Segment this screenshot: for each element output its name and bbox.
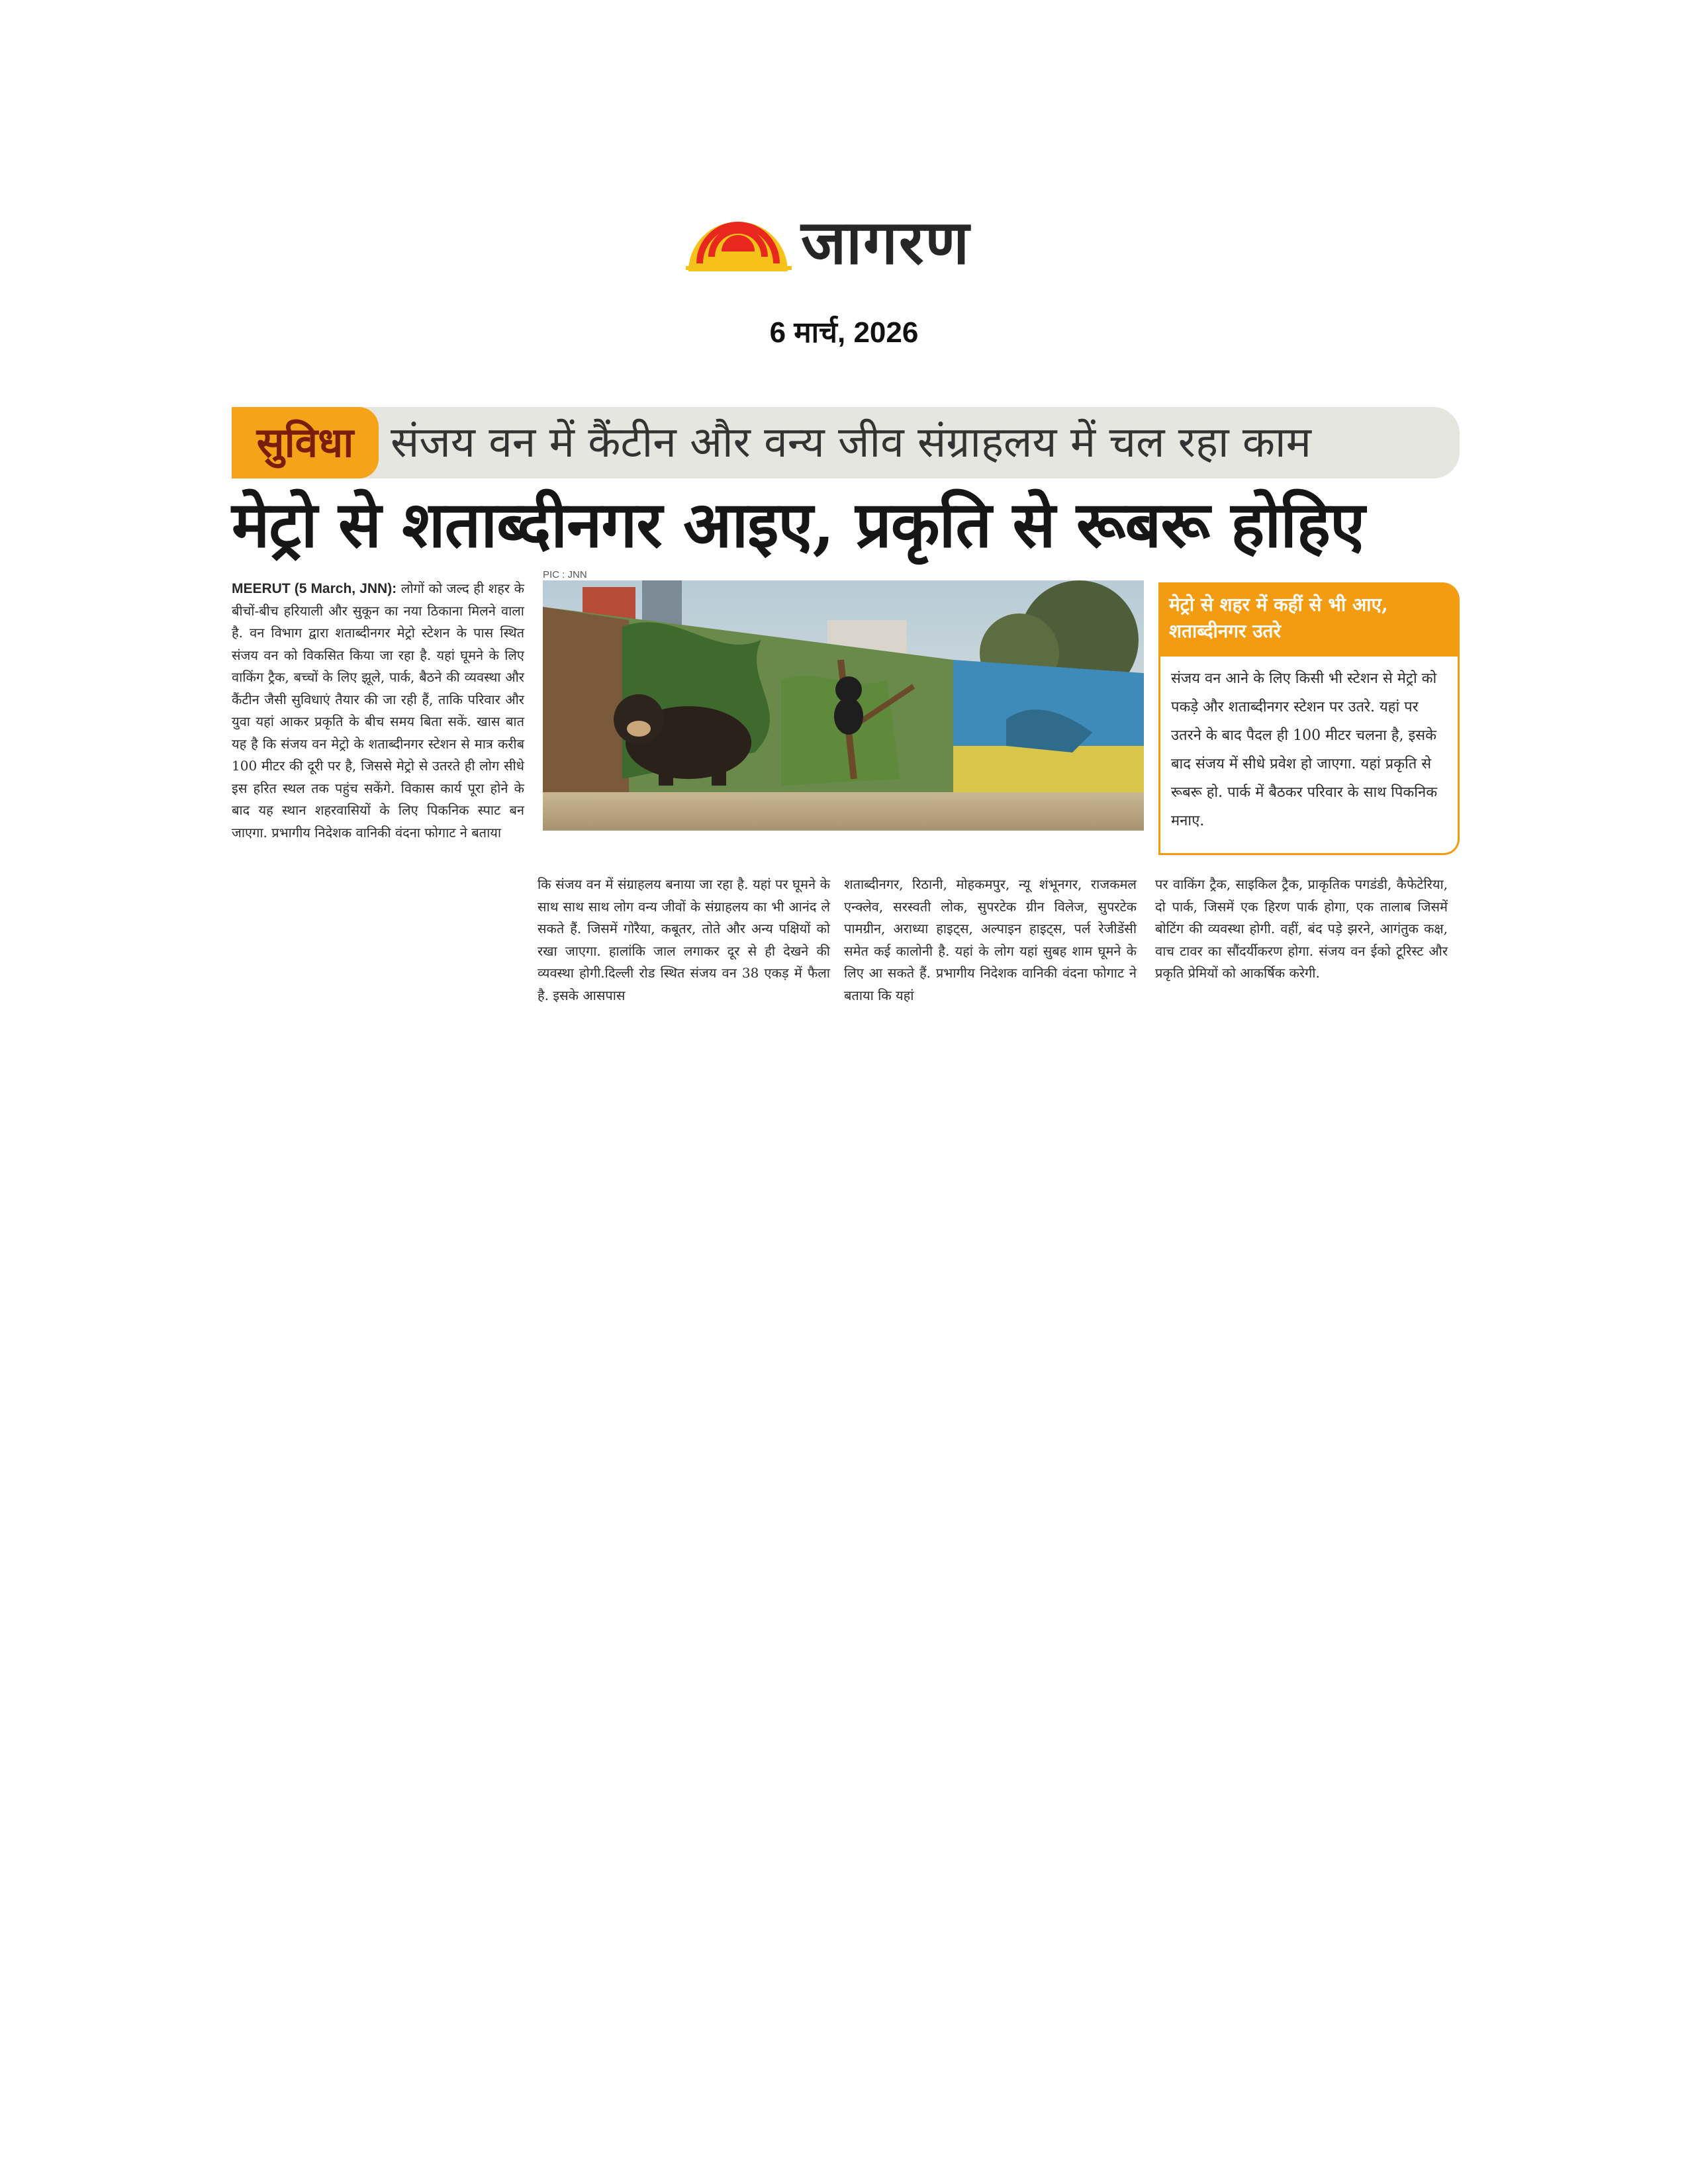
photo-credit: PIC : JNN — [543, 569, 587, 580]
column-1-text: लोगों को जल्द ही शहर के बीचों-बीच हरियाली और सुकून का नया ठिकाना मिलने वाला है. वन विभाग द्वारा शताब्दीनगर मेट्रो स्टेशन के पास स्थित संजय वन को विकसित किया जा रहा है. यहां घूमने के लिए वाकिंग ट्रैक, बच्चों के लिए झूले, पार्क, बैठने की व्यवस्था और कैंटीन जैसी सुविधाएं तैयार की जा रही हैं, ताकि परिवार और युवा यहां आकर प्रकृति के बीच समय बिता सकें. खास बात यह है कि संजय वन मेट्रो के शताब्दीनगर स्टेशन से मात्र करीब 100 मीटर की दूरी पर है, जिससे मेट्रो से उतरते ही लोग सीधे इस हरित स्थल तक पहुंच सकेंगे. विकास कार्य पूरा होने के बाद यह स्थान शहरवासियों के लिए पिकनिक स्पाट बन जाएगा. प्रभागीय निदेशक वानिकी वंदना फोगाट ने बताया — [232, 580, 524, 841]
article-column-4: पर वाकिंग ट्रैक, साइकिल ट्रैक, प्राकृतिक पगडंडी, कैफेटेरिया, दो पार्क, जिसमें एक हिरण पार्क होगा, एक तालाब जिसमें बोटिंग की व्यवस्था होगी. वहीं, बंद पड़े झरने, आगंतुक कक्ष, वाच टावर का सौंदर्यीकरण होगा. संजय वन ईको टूरिस्ट और प्रकृति प्रेमियों को आकर्षिक करेगी. — [1155, 876, 1448, 981]
dateline: MEERUT (5 March, JNN): — [232, 581, 397, 596]
kicker-tag: सुविधा — [232, 407, 379, 478]
article-column-3: शताब्दीनगर, रिठानी, मोहकमपुर, न्यू शंभूनगर, राजकमल एन्क्लेव, सरस्वती लोक, सुपरटेक ग्रीन विलेज, सुपरटेक पामग्रीन, अराध्या हाइट्स, अल्पाइन हाइट्स, पर्ल रेजीडेंसी समेत कई कालोनी है. यहां के लोग यहां सुबह शाम घूमने के लिए आ सकते हैं. प्रभागीय निदेशक वानिकी वंदना फोगाट ने बताया कि यहां — [844, 876, 1137, 1003]
sidebar-box — [1158, 582, 1460, 867]
publication-date: 6 मार्च, 2026 — [769, 316, 919, 349]
sidebar-body: संजय वन आने के लिए किसी भी स्टेशन से मेट्रो को पकड़े और शताब्दीनगर स्टेशन पर उतरे. यहां पर उतरने के बाद पैदल ही 100 मीटर चलना है, इसके बाद संजय में सीधे प्रवेश हो जाएगा. यहां प्रकृति से रूबरू हो. पार्क में बैठकर परिवार के साथ पिकनिक मनाए. — [1158, 657, 1460, 855]
kicker-bar — [232, 407, 1460, 478]
rising-sun-icon — [682, 210, 794, 277]
article-column-2: कि संजय वन में संग्राहलय बनाया जा रहा है. यहां पर घूमने के साथ साथ साथ लोग वन्य जीवों के संग्राहलय का भी आनंद ले सकते हैं. जिसमें गोरैया, कबूतर, तोते और अन्य पक्षियों को रखा जाएगा. हालांकि जाल लगाकर दूर से ही देखने की व्यवस्था होगी.दिल्ली रोड स्थित संजय वन 38 एकड़ में फैला है. इसके आसपास — [538, 876, 830, 1003]
sidebar-title: मेट्रो से शहर में कहीं से भी आए, शताब्दीनगर उतरे — [1158, 582, 1460, 657]
logo-wordmark: जागरण — [801, 207, 971, 278]
mural-photo — [543, 580, 1144, 831]
news-clipping — [232, 407, 1460, 1075]
jagran-logo — [682, 207, 1000, 278]
article-column-1 — [232, 578, 524, 1074]
kicker-text: संजय वन में कैंटीन और वन्य जीव संग्राहलय में चल रहा काम — [391, 418, 1311, 467]
headline: मेट्रो से शताब्दीनगर आइए, प्रकृति से रूबरू होहिए — [232, 487, 1365, 562]
